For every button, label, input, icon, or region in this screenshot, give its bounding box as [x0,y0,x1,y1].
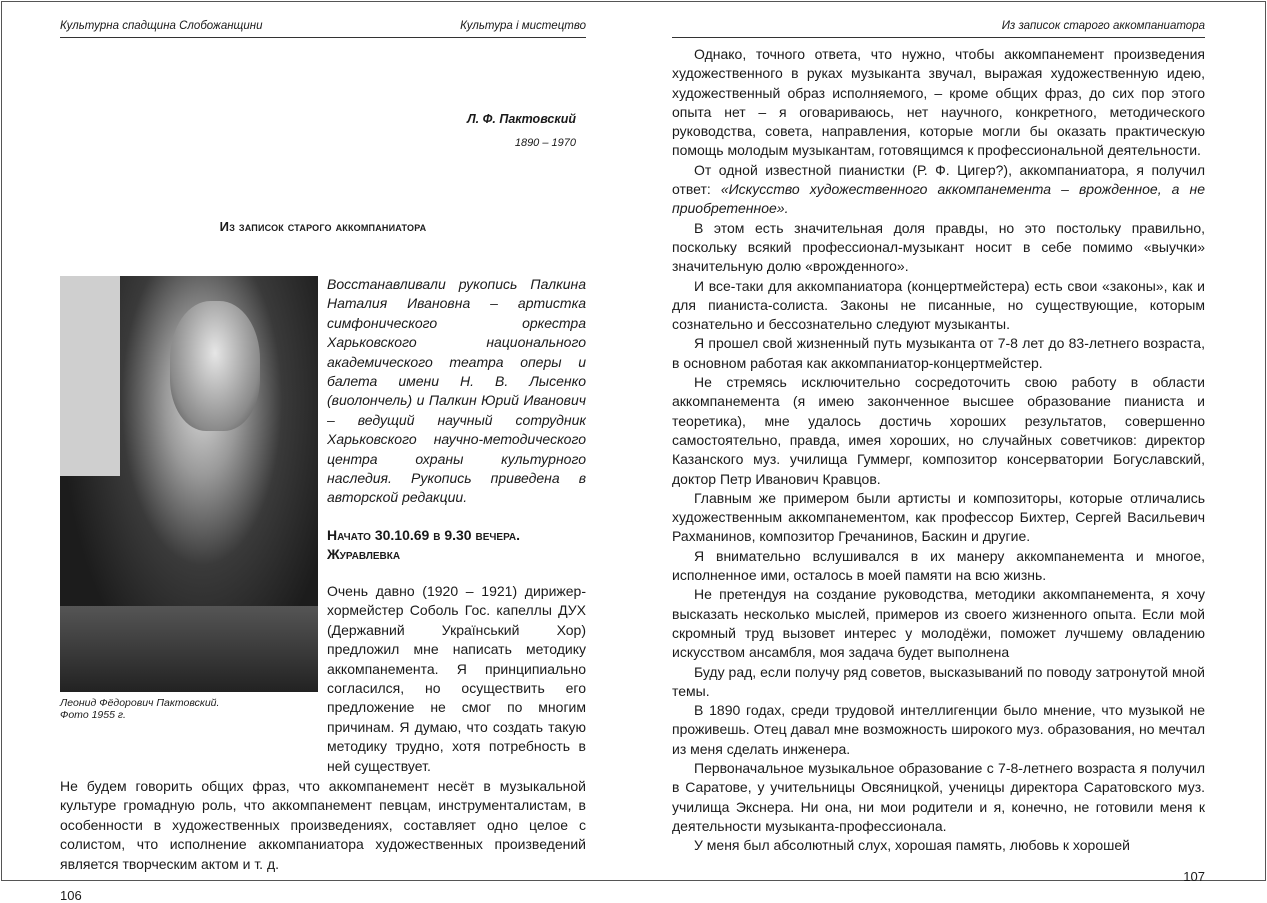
paragraph: Однако, точного ответа, что нужно, чтобы аккомпанемент произведения художественного в руках музыканта звучал, выражая художественную идею, художественный образ исполняемого, – кроме общих фраз, до сих пор этого опыта нет – я оговариваюсь, нет научного, конкретного, методического руководства, совета, направления, которые могли бы оказать практическую помощь молодым музыкантам, готовящимся к профессиональной деятельности. [672,46,1205,159]
article-body [60,275,586,903]
section-heading [327,526,586,564]
author-photo [60,276,318,692]
header-journal: Культурна спадщина Слобожанщини [60,20,263,32]
paragraph: В 1890 годах, среди трудовой интеллигенции было мнение, что музыкой не проживешь. Отец давал мне возможность широкого муз. образования, но мечтал из меня сделать инженера. [672,702,1205,757]
paragraph: И все-таки для аккомпаниатора (концертмейстера) есть свои «законы», как и для пианиста-солиста. Законы не писанные, но существующие, которым сознательно и бессознательно следуют музыканты. [672,277,1205,333]
paragraph: Я прошел свой жизненный путь музыканта от 7-8 лет до 83-летнего возраста, в основном работая как аккомпаниатор-концертмейстер. [672,335,1205,371]
page-number: 107 [1183,869,1205,885]
paragraph: Главным же примером были артисты и композиторы, которые отличались художественным аккомпанементом, как профессор Бихтер, Сергей Васильевич Рахманинов, композитор Гречанинов, Баскин и другие. [672,489,1205,545]
body-text [672,45,1205,855]
paragraph-text: От одной известной пианистки (Р. Ф. Цигер?), аккомпаниатора, я получил ответ: [672,161,1205,198]
paragraph: Я внимательно вслушивался в их манеру аккомпанемента и многое, исполненное ими, осталось в моей памяти на всю жизнь. [672,547,1205,584]
caption-line: Леонид Фёдорович Пактовский. [60,697,220,709]
caption-line: Фото 1955 г. [60,709,126,721]
heading-line: Начато 30.10.69 в 9.30 вечера. [327,526,520,543]
quote: «Искусство художественного аккомпанемента – врожденное, а не приобретенное». [672,181,1205,217]
paragraph: Буду рад, если получу ряд советов, высказываний по поводу затронутой мной темы. [672,663,1205,699]
header-title: Из записок старого аккомпаниатора [1001,20,1205,32]
editorial-note: Восстанавливали рукопись Палкина Наталия Ивановна – артистка симфонического оркестра Харьковского национального академического театра оперы и балета имени Н. В. Лысенко (виолончель) и Палкин Юрий Иванович – ведущий научный сотрудник Харьковского научно-методического центра охраны культурного наследия. Рукопись приведена в авторской редакции. [327,276,586,506]
running-header [672,20,1205,38]
paragraph: Не претендуя на создание руководства, методики аккомпанемента, я хочу высказать несколько мыслей, примеров из своего жизненного опыта. Если мой скромный труд вызовет интерес у молодёжи, поможет лучшему овладению искусством ансамбля, моя задача будет выполнена [672,586,1205,661]
paragraph: Не будем говорить общих фраз, что аккомпанемент несёт в музыкальной культуре громадную роль, что аккомпанемент певцам, инструменталистам, в особенности в художественных произведениях, составляет одно целое с солистом, что исполнение аккомпаниатора художественных произведений является творческим актом и т. д. [60,777,586,872]
paragraph [672,161,1205,219]
paragraph: Очень давно (1920 – 1921) дирижер-хормейстер Соболь Гос. капеллы ДУХ (Державний Український Хор) предложил мне написать методику аккомпанемента. Я принципиально согласился, но осуществить его предложение не смог по многим причинам. Я думаю, что создать такую методику трудно, хотя потребность в ней существует. [327,582,586,774]
photo-figure [60,275,318,721]
heading-line: Журавлевка [327,545,401,562]
paragraph: Первоначальное музыкальное образование с 7-8-летнего возраста я получил в Саратове, у учительницы Овсяницкой, ученицы директора Саратовского муз. училища Экснера. Ни она, ни мои родители и я, конечно, не готовили меня к деятельности музыканта-профессионала. [672,759,1205,834]
paragraph: У меня был абсолютный слух, хорошая память, любовь к хорошей [694,837,1130,854]
author-name: Л. Ф. Пактовский [467,112,576,126]
photo-caption [60,697,318,721]
header-section: Культура і мистецтво [460,20,586,32]
article-title: Из записок старого аккомпаниатора [219,219,427,234]
right-body [672,45,1205,884]
paragraph: Не стремясь исключительно сосредоточить свою работу в области аккомпанемента (я имею законченное высшее образование пианиста и теоретика), мне удалось достичь хороших результатов, совершенно самостоятельно, правда, имея хороших, но случайных советчиков: директор Казанского муз. училища Гуммерг, композитор консерватории Богуславский, доктор Петр Иванович Кравцов. [672,374,1205,487]
text-column [327,275,586,776]
page-number: 106 [60,887,82,903]
author-years: 1890 – 1970 [514,137,576,149]
running-header [60,20,586,38]
paragraph: В этом есть значительная доля правды, но это постольку правильно, поскольку всякий профессионал-музыкант носит в себе помимо «выучки» значительную долю «врожденного». [672,219,1205,275]
